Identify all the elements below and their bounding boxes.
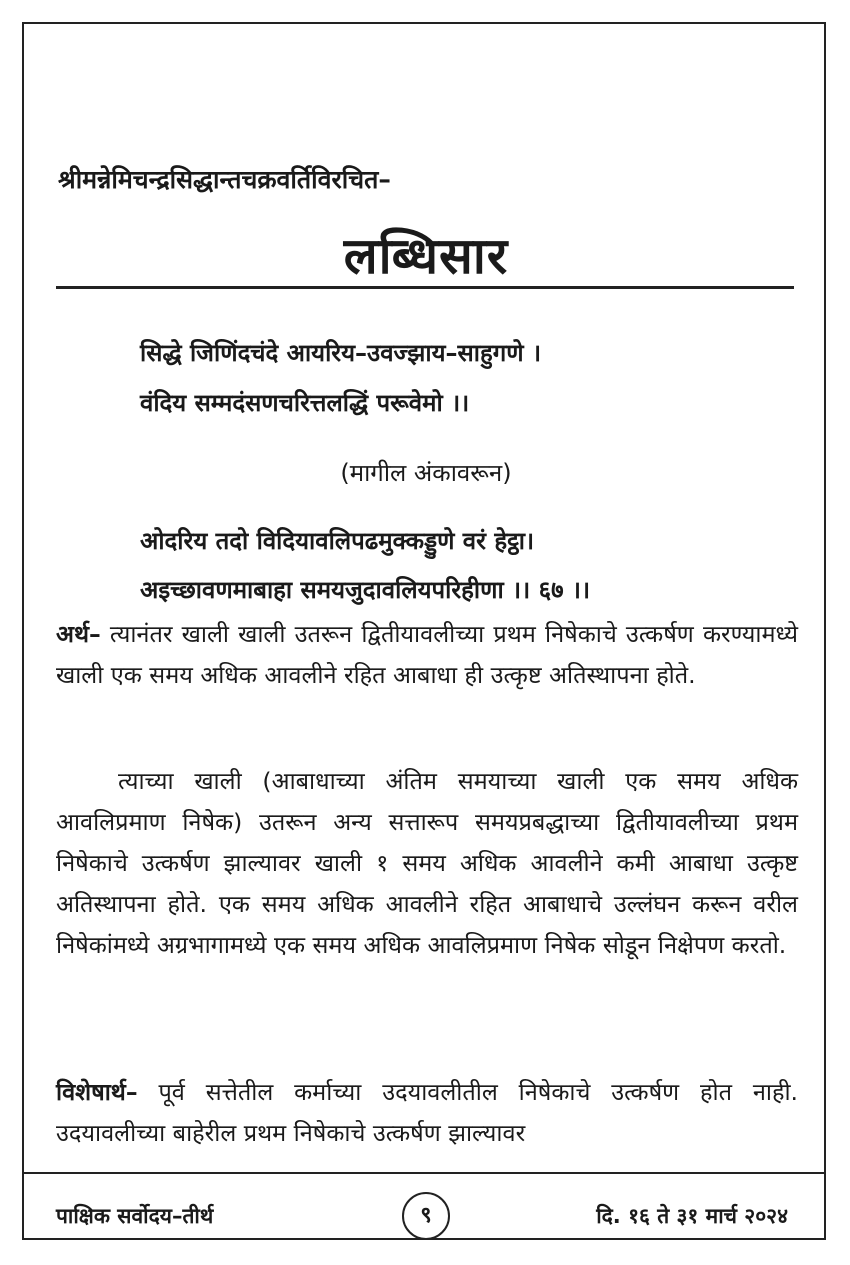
verse-line-2: अइच्छावणमाबाहा समयजुदावलियपरिहीणा ।। ६७ ।। — [140, 576, 591, 604]
invocation-line-1: सिद्धे जिणिंदचंदे आयरिय–उवज्झाय–साहुगणे । — [140, 339, 542, 367]
meaning-paragraph — [56, 614, 798, 696]
page-frame — [22, 22, 826, 1240]
book-title: लब्धिसार — [343, 227, 509, 285]
title-divider — [56, 286, 794, 289]
author-preamble: श्रीमन्नेमिचन्द्रसिद्धान्तचक्रवर्तिविरचित– — [58, 165, 391, 194]
meaning-text: त्यानंतर खाली खाली उतरून द्वितीयावलीच्या प्रथम निषेकाचे उत्कर्षण करण्यामध्ये खाली एक समय अधिक आवलीने रहित आबाधा ही उत्कृष्ट अतिस्थापना होते. — [56, 620, 798, 689]
verse-line-1: ओदरिय तदो विदियावलिपढमुक्कड्डुणे वरं हेट्ठा। — [140, 527, 535, 555]
issue-date: दि. १६ ते ३१ मार्च २०२४ — [596, 1204, 788, 1228]
meaning-label: अर्थ– — [56, 620, 101, 648]
footer-divider — [24, 1172, 824, 1174]
special-meaning-paragraph — [56, 1072, 798, 1154]
explanation-paragraph: त्याच्या खाली (आबाधाच्या अंतिम समयाच्या खाली एक समय अधिक आवलिप्रमाण निषेक) उतरून अन्य सत्तारूप समयप्रबद्धाच्या द्वितीयावलीच्या प्रथम निषेकाचे उत्कर्षण झाल्यावर खाली १ समय अधिक आवलीने कमी आबाधा उत्कृष्ट अतिस्थापना होते. एक समय अधिक आवलीने रहित आबाधाचे उल्लंघन करून वरील निषेकांमध्ये अग्रभागामध्ये एक समय अधिक आवलिप्रमाण निषेक सोडून निक्षेपण करतो. — [56, 767, 798, 959]
invocation-line-2: वंदिय सम्मदंसणचरित्तलद्धिं परूवेमो ।। — [140, 389, 470, 417]
publication-name: पाक्षिक सर्वोदय–तीर्थ — [56, 1204, 214, 1228]
special-meaning-label: विशेषार्थ– — [56, 1078, 138, 1106]
special-meaning-text: पूर्व सत्तेतील कर्माच्या उदयावलीतील निषेकाचे उत्कर्षण होत नाही. उदयावलीच्या बाहेरील प्रथम निषेकाचे उत्कर्षण झाल्यावर — [56, 1078, 798, 1147]
page-number: ९ — [402, 1192, 450, 1240]
continued-note: (मागील अंकावरून) — [340, 459, 512, 487]
